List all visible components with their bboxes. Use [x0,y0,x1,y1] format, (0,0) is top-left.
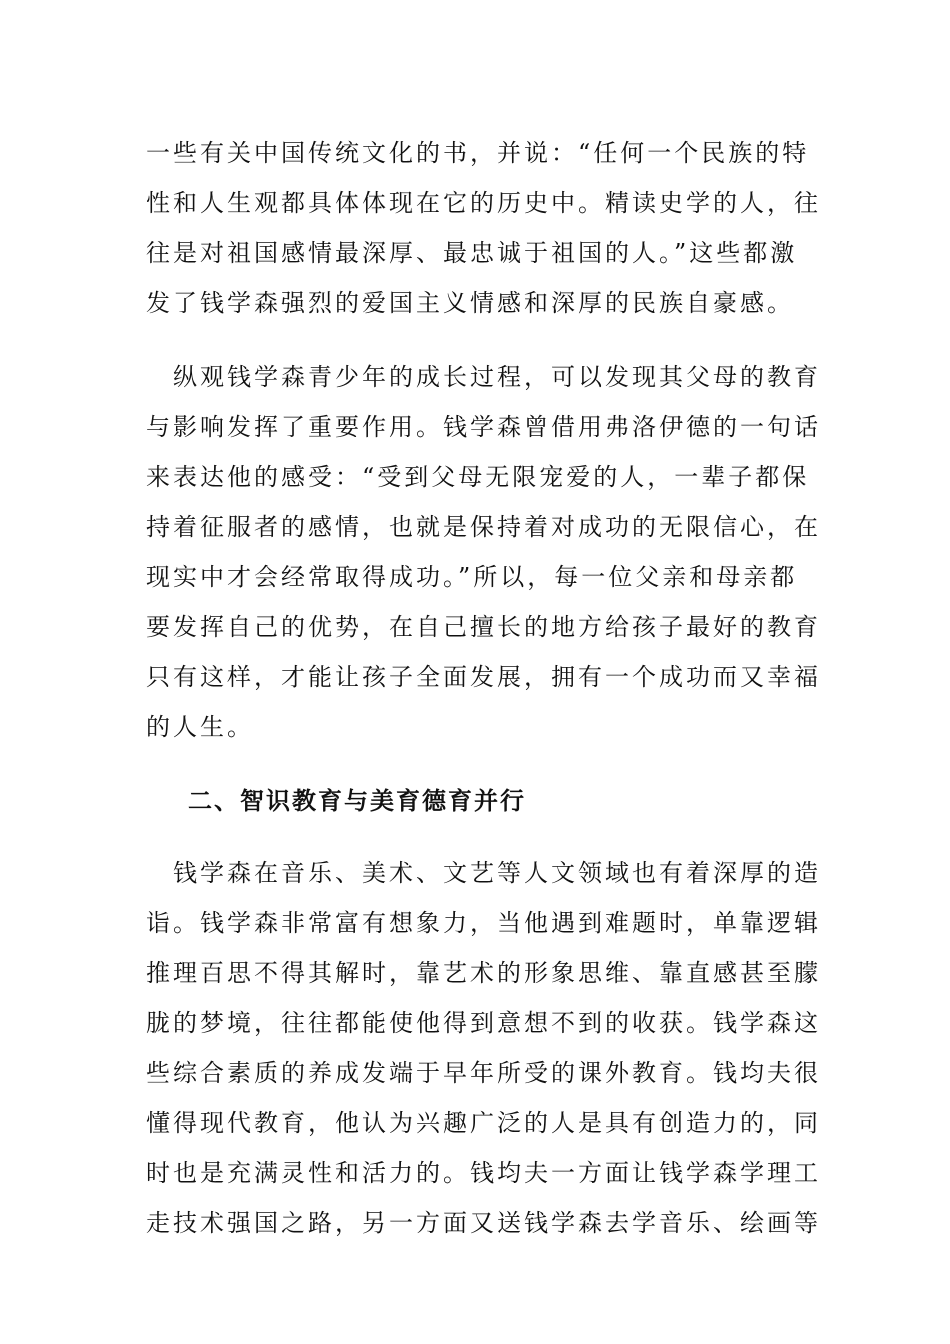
text-line: 来表达他的感受：“受到父母无限宠爱的人，一辈子都保 [146,463,810,491]
section-heading: 二、智识教育与美育德育并行 [188,787,526,815]
text-line: 些综合素质的养成发端于早年所受的课外教育。钱均夫很 [146,1059,821,1087]
text-line: 走技术强国之路，另一方面又送钱学森去学音乐、绘画等 [146,1209,821,1237]
text-line: 往是对祖国感情最深厚、最忠诚于祖国的人。”这些都激 [146,239,798,267]
paragraph-2 [146,352,821,752]
text-line: 性和人生观都具体体现在它的历史中。精读史学的人，往 [146,189,821,217]
text-line: 现实中才会经常取得成功。”所以，每一位父亲和母亲都 [146,563,798,591]
text-line: 诣。钱学森非常富有想象力，当他遇到难题时，单靠逻辑 [146,909,821,937]
text-line: 钱学森在音乐、美术、文艺等人文领域也有着深厚的造 [146,859,821,887]
text-line: 与影响发挥了重要作用。钱学森曾借用弗洛伊德的一句话 [146,413,821,441]
text-line: 胧的梦境，往往都能使他得到意想不到的收获。钱学森这 [146,1009,821,1037]
text-line: 推理百思不得其解时，靠艺术的形象思维、靠直感甚至朦 [146,959,821,987]
text-line: 时也是充满灵性和活力的。钱均夫一方面让钱学森学理工 [146,1159,821,1187]
text-line: 纵观钱学森青少年的成长过程，可以发现其父母的教育 [146,363,821,391]
text-line: 要发挥自己的优势，在自己擅长的地方给孩子最好的教育 [146,613,821,641]
document-body [146,128,821,1248]
text-line: 发了钱学森强烈的爱国主义情感和深厚的民族自豪感。 [146,289,794,317]
text-line: 一些有关中国传统文化的书，并说：“任何一个民族的特 [146,139,810,167]
paragraph-1 [146,128,821,328]
text-line: 持着征服者的感情，也就是保持着对成功的无限信心，在 [146,513,821,541]
paragraph-3 [146,848,821,1248]
text-line: 只有这样，才能让孩子全面发展，拥有一个成功而又幸福 [146,663,821,691]
text-line: 懂得现代教育，他认为兴趣广泛的人是具有创造力的，同 [146,1109,821,1137]
text-line: 的人生。 [146,713,254,741]
